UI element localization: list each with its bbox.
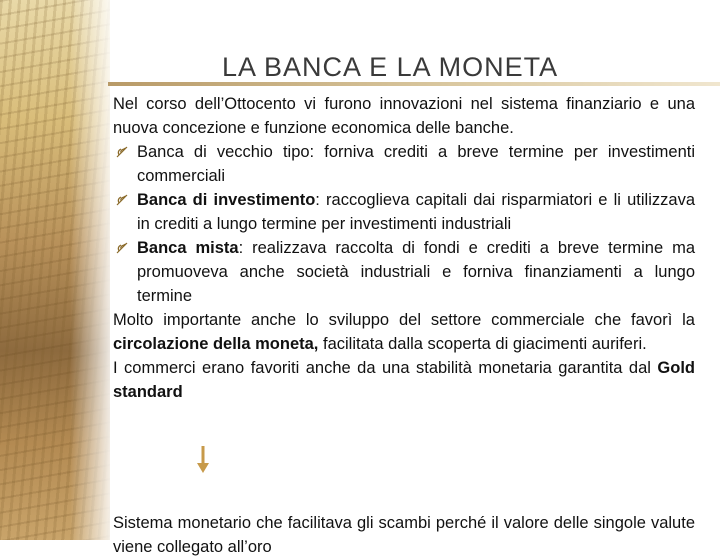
bullet-item-3 xyxy=(113,236,695,308)
paragraph-text: facilitata dalla scoperta di giacimenti auriferi. xyxy=(318,335,647,353)
paragraph-text: I commerci erano favoriti anche da una stabilità monetaria garantita dal xyxy=(113,359,658,377)
bold-term: circolazione della moneta, xyxy=(113,335,319,353)
bullet-text: : realizzava raccolta di fondi e crediti a breve termine ma promuoveva anche società industriali e forniva finanziamenti a lungo termine xyxy=(137,239,696,305)
bullet-item-1 xyxy=(113,140,695,188)
leaf-bullet-icon xyxy=(115,145,129,159)
bullet-text: : raccoglieva capitali dai risparmiatori e li utilizzava in crediti a lungo termine per investimenti industriali xyxy=(137,191,695,233)
down-arrow-icon xyxy=(196,446,210,474)
paragraph-gold-standard xyxy=(113,356,695,404)
leaf-bullet-icon xyxy=(115,193,129,207)
bullet-term: Banca di investimento xyxy=(137,191,316,209)
decorative-side-illustration xyxy=(0,0,110,540)
bullet-item-2 xyxy=(113,188,695,236)
bullet-text: Banca di vecchio tipo: forniva crediti a breve termine per investimenti commerciali xyxy=(137,143,695,185)
leaf-bullet-icon xyxy=(115,241,129,255)
slide-body xyxy=(113,92,695,404)
gold-standard-definition: Sistema monetario che facilitava gli scambi perché il valore delle singole valute viene collegato all’oro xyxy=(113,513,695,556)
paragraph-currency xyxy=(113,308,695,356)
paragraph-text: Molto importante anche lo sviluppo del settore commerciale che favorì la xyxy=(113,311,695,329)
intro-paragraph: Nel corso dell’Ottocento vi furono innovazioni nel sistema finanziario e una nuova concezione e funzione economica delle banche. xyxy=(113,95,695,137)
bold-term: Gold standard xyxy=(113,359,695,401)
bullet-term: Banca mista xyxy=(137,239,239,257)
page-title: LA BANCA E LA MONETA xyxy=(222,52,559,82)
